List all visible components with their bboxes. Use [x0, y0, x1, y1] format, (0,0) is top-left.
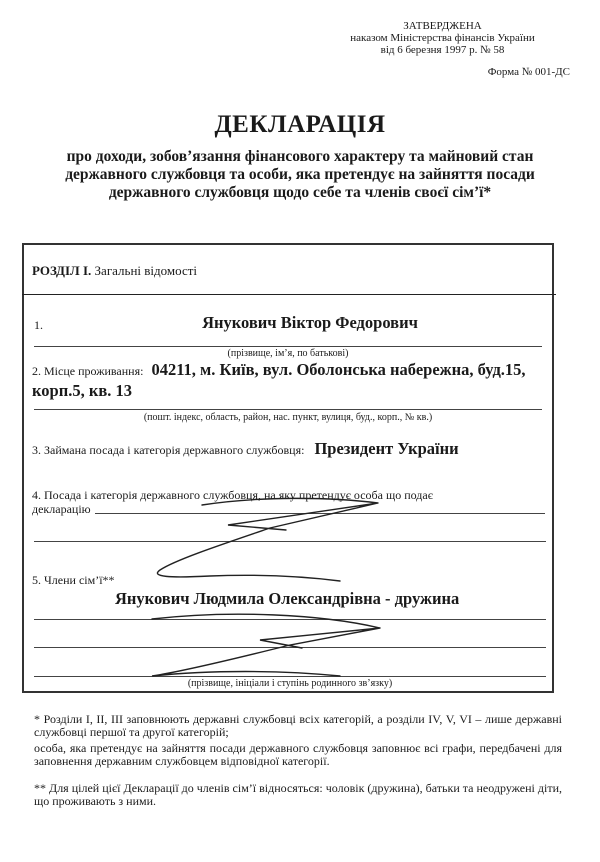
subtitle-line-3: державного службовця щодо себе та членів своєї сім’ї*	[108, 184, 492, 201]
field-5-value[interactable]: Янукович Людмила Олександрівна - дружина	[115, 589, 460, 608]
approval-date: від 6 березня 1997 р. № 58	[380, 44, 505, 56]
field-4-label-line-2: декларацію	[32, 502, 91, 516]
footnote-2: ** Для цілей цієї Декларації до членів сім’ї відносяться: чоловік (дружина), батьки та неодружені діти, що проживають з ними.	[34, 781, 562, 808]
field-2-underline	[34, 409, 542, 410]
approval-title: ЗАТВЕРДЖЕНА	[403, 20, 482, 32]
form-number: Форма № 001-ДС	[487, 66, 570, 78]
section-1-box	[22, 243, 554, 693]
field-3-value[interactable]: Президент України	[314, 439, 459, 458]
field-2-label: 2. Місце проживання:	[32, 364, 144, 378]
section-1-title: Загальні відомості	[94, 263, 198, 278]
field-5-underline-2[interactable]	[34, 647, 546, 648]
approval-order: наказом Міністерства фінансів України	[350, 32, 535, 44]
approval-block	[300, 20, 585, 56]
field-5-underline-3[interactable]	[34, 676, 546, 677]
field-4-underline-2[interactable]	[34, 541, 546, 542]
field-2-residence	[32, 360, 552, 380]
field-4-underline-1[interactable]	[95, 513, 545, 514]
subtitle-line-2: державного службовця та особи, яка претендує на зайняття посади	[65, 166, 535, 183]
field-1-number: 1.	[34, 318, 43, 332]
subtitle-line-1: про доходи, зобов’язання фінансового характеру та майновий стан	[66, 148, 534, 165]
field-2-value-line-1[interactable]: 04211, м. Київ, вул. Оболонська набережна, буд.15,	[151, 360, 526, 379]
field-1-name-value[interactable]: Янукович Віктор Федорович	[202, 313, 418, 332]
field-5-underline-1[interactable]	[34, 619, 546, 620]
footnote-1-part-1: * Розділи І, ІІ, ІІІ заповнюють державні службовці всіх категорій, а розділи IV, V, VI – лише державні службовці першої та другої категорій;	[34, 712, 562, 739]
field-2-value-line-2[interactable]: корп.5, кв. 13	[32, 381, 133, 400]
field-4-label-line-1: 4. Посада і категорія державного службовця, на яку претендує особа що подає	[32, 488, 433, 502]
field-1-underline	[34, 346, 542, 347]
field-2-caption: (пошт. індекс, область, район, нас. пункт, вулиця, буд., корп., № кв.)	[143, 412, 433, 423]
footnote-1-part-2: особа, яка претендує на зайняття посади державного службовця заповнює всі графи, передбачені для заповнення державним службовцем відповідної категорії.	[34, 741, 562, 768]
field-3-label: 3. Займана посада і категорія державного службовця:	[32, 443, 305, 457]
section-1-number: РОЗДІЛ І.	[32, 263, 92, 278]
field-5-label: 5. Члени сім’ї**	[32, 573, 115, 587]
footnotes	[34, 713, 562, 811]
section-1-heading	[32, 263, 197, 279]
section-divider	[22, 294, 556, 295]
field-3-position	[32, 439, 552, 459]
field-1-caption: (прізвище, ім’я, по батькові)	[227, 348, 349, 359]
document-subtitle	[40, 148, 560, 202]
document-title: ДЕКЛАРАЦІЯ	[214, 111, 386, 138]
field-5-caption: (прізвище, ініціали і ступінь родинного зв’язку)	[187, 678, 393, 689]
